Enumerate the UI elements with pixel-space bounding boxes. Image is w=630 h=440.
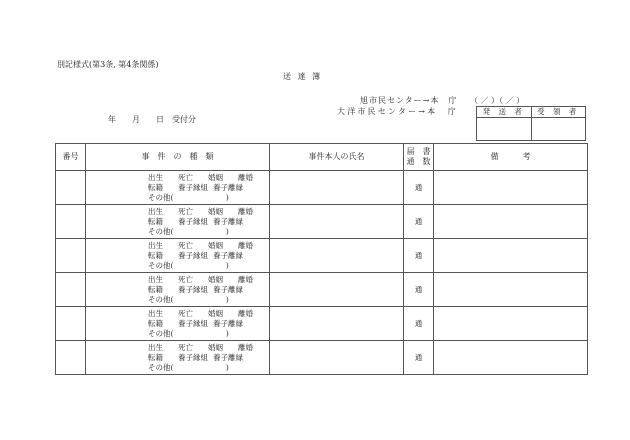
types-line-2	[148, 319, 269, 329]
header-name: 事件本人の氏名	[270, 144, 404, 171]
types-line-3	[148, 295, 269, 305]
table-row	[56, 239, 588, 273]
type-divorce[interactable]: 離婚	[238, 308, 253, 318]
receiver-label: 受 領 者	[531, 107, 586, 118]
count-cell[interactable]	[404, 341, 434, 375]
type-birth[interactable]: 出生	[148, 172, 163, 182]
type-adoption[interactable]: 養子縁組	[178, 352, 208, 362]
count-cell[interactable]	[404, 239, 434, 273]
stamp-table	[476, 106, 586, 141]
count-unit: 通	[414, 183, 423, 192]
remarks-cell[interactable]	[434, 239, 588, 273]
type-other[interactable]: その他( )	[148, 362, 229, 372]
count-cell[interactable]	[404, 205, 434, 239]
type-birth[interactable]: 出生	[148, 274, 163, 284]
type-transfer[interactable]: 転籍	[148, 216, 163, 226]
type-adoption-dissolution[interactable]: 養子離縁	[213, 182, 243, 192]
types-line-1	[148, 275, 269, 285]
types-line-2	[148, 285, 269, 295]
header-remarks: 備 考	[434, 144, 588, 171]
type-adoption-dissolution[interactable]: 養子離縁	[213, 352, 243, 362]
sender-stamp-box[interactable]	[477, 118, 532, 141]
table-row	[56, 273, 588, 307]
type-birth[interactable]: 出生	[148, 342, 163, 352]
header-count-bottom: 通 数	[406, 157, 431, 166]
type-birth[interactable]: 出生	[148, 240, 163, 250]
name-cell[interactable]	[270, 239, 404, 273]
type-adoption[interactable]: 養子縁組	[178, 182, 208, 192]
type-divorce[interactable]: 離婚	[238, 240, 253, 250]
receiver-stamp-box[interactable]	[531, 118, 586, 141]
type-transfer[interactable]: 転籍	[148, 318, 163, 328]
route-asahi	[360, 96, 524, 106]
types-line-2	[148, 353, 269, 363]
header-count-top: 届 書	[406, 147, 431, 156]
type-other[interactable]: その他( )	[148, 328, 229, 338]
number-cell[interactable]	[56, 341, 86, 375]
type-adoption[interactable]: 養子縁組	[178, 250, 208, 260]
type-adoption-dissolution[interactable]: 養子離縁	[213, 250, 243, 260]
name-cell[interactable]	[270, 341, 404, 375]
types-cell	[86, 205, 270, 239]
remarks-cell[interactable]	[434, 307, 588, 341]
count-cell[interactable]	[404, 171, 434, 205]
type-adoption-dissolution[interactable]: 養子離縁	[213, 318, 243, 328]
types-line-2	[148, 251, 269, 261]
type-divorce[interactable]: 離婚	[238, 342, 253, 352]
header-types: 事 件 の 種 類	[86, 144, 270, 171]
type-other[interactable]: その他( )	[148, 192, 229, 202]
number-cell[interactable]	[56, 171, 86, 205]
type-adoption-dissolution[interactable]: 養子離縁	[213, 216, 243, 226]
type-marriage[interactable]: 婚姻	[208, 342, 223, 352]
type-divorce[interactable]: 離婚	[238, 274, 253, 284]
types-line-2	[148, 217, 269, 227]
type-birth[interactable]: 出生	[148, 308, 163, 318]
types-line-1	[148, 241, 269, 251]
table-row	[56, 341, 588, 375]
types-line-3	[148, 329, 269, 339]
type-divorce[interactable]: 離婚	[238, 172, 253, 182]
type-adoption[interactable]: 養子縁組	[178, 318, 208, 328]
type-adoption-dissolution[interactable]: 養子離縁	[213, 284, 243, 294]
types-line-1	[148, 343, 269, 353]
type-death[interactable]: 死亡	[178, 240, 193, 250]
type-transfer[interactable]: 転籍	[148, 352, 163, 362]
number-cell[interactable]	[56, 205, 86, 239]
types-cell	[86, 273, 270, 307]
name-cell[interactable]	[270, 171, 404, 205]
name-cell[interactable]	[270, 205, 404, 239]
count-unit: 通	[414, 353, 423, 362]
type-transfer[interactable]: 転籍	[148, 284, 163, 294]
types-line-1	[148, 309, 269, 319]
types-line-3	[148, 261, 269, 271]
registry-table	[55, 143, 588, 375]
route-asahi-label: 旭市民センター→本 庁	[360, 96, 458, 105]
types-cell	[86, 239, 270, 273]
type-death[interactable]: 死亡	[178, 172, 193, 182]
date-slots: （ ／ ）（ ／ ）	[469, 96, 525, 105]
table-row	[56, 171, 588, 205]
type-death[interactable]: 死亡	[178, 206, 193, 216]
types-line-3	[148, 363, 269, 373]
type-divorce[interactable]: 離婚	[238, 206, 253, 216]
number-cell[interactable]	[56, 239, 86, 273]
name-cell[interactable]	[270, 307, 404, 341]
type-birth[interactable]: 出生	[148, 206, 163, 216]
header-count	[404, 144, 434, 171]
count-unit: 通	[414, 217, 423, 226]
type-marriage[interactable]: 婚姻	[208, 172, 223, 182]
remarks-cell[interactable]	[434, 205, 588, 239]
types-line-3	[148, 193, 269, 203]
type-other[interactable]: その他( )	[148, 294, 229, 304]
type-death[interactable]: 死亡	[178, 308, 193, 318]
types-cell	[86, 171, 270, 205]
header-number: 番号	[56, 144, 86, 171]
count-unit: 通	[414, 285, 423, 294]
type-other[interactable]: その他( )	[148, 260, 229, 270]
type-marriage[interactable]: 婚姻	[208, 274, 223, 284]
types-line-3	[148, 227, 269, 237]
type-other[interactable]: その他( )	[148, 226, 229, 236]
count-cell[interactable]	[404, 273, 434, 307]
route-taiyo: 大洋市民センター→本 庁	[337, 107, 458, 116]
remarks-cell[interactable]	[434, 273, 588, 307]
name-cell[interactable]	[270, 273, 404, 307]
page-title: 送 達 簿	[283, 72, 323, 81]
remarks-cell[interactable]	[434, 171, 588, 205]
type-marriage[interactable]: 婚姻	[208, 206, 223, 216]
type-adoption[interactable]: 養子縁組	[178, 216, 208, 226]
type-death[interactable]: 死亡	[178, 342, 193, 352]
count-unit: 通	[414, 251, 423, 260]
receipt-date: 年 月 日 受付分	[108, 115, 196, 124]
types-line-1	[148, 173, 269, 183]
type-adoption[interactable]: 養子縁組	[178, 284, 208, 294]
types-line-1	[148, 207, 269, 217]
number-cell[interactable]	[56, 273, 86, 307]
type-transfer[interactable]: 転籍	[148, 182, 163, 192]
table-row	[56, 307, 588, 341]
remarks-cell[interactable]	[434, 341, 588, 375]
type-death[interactable]: 死亡	[178, 274, 193, 284]
form-note: 別記様式(第3条, 第4条関係)	[57, 60, 159, 69]
count-unit: 通	[414, 319, 423, 328]
type-marriage[interactable]: 婚姻	[208, 308, 223, 318]
count-cell[interactable]	[404, 307, 434, 341]
type-transfer[interactable]: 転籍	[148, 250, 163, 260]
type-marriage[interactable]: 婚姻	[208, 240, 223, 250]
header-row	[56, 144, 588, 171]
sender-label: 発 送 者	[477, 107, 532, 118]
table-row	[56, 205, 588, 239]
types-line-2	[148, 183, 269, 193]
types-cell	[86, 341, 270, 375]
types-cell	[86, 307, 270, 341]
number-cell[interactable]	[56, 307, 86, 341]
